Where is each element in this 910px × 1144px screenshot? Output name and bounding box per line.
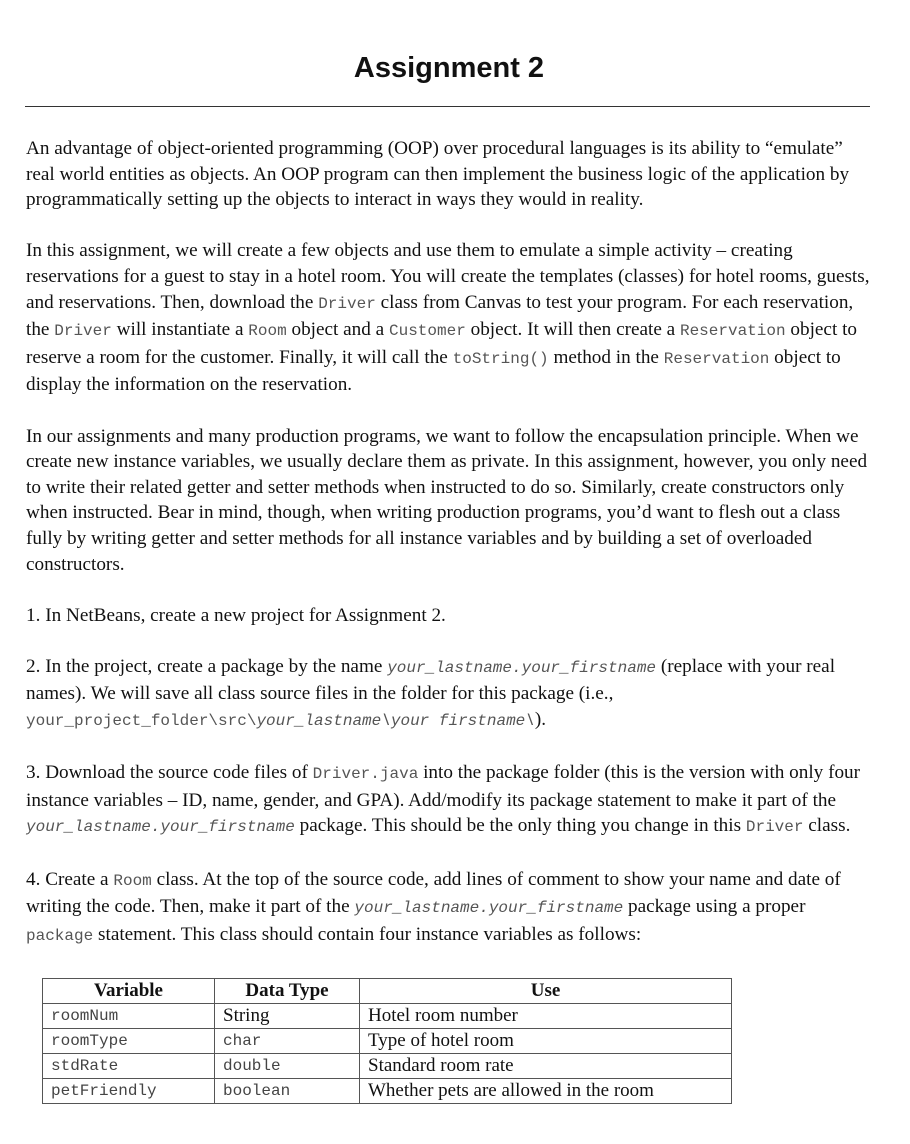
text-run: 4. Create a (26, 868, 114, 890)
cell-variable: roomType (43, 1029, 215, 1054)
text-run: method in the (548, 346, 664, 368)
code-customer: Customer (388, 322, 466, 341)
cell-variable: stdRate (43, 1054, 215, 1079)
header-variable: Variable (43, 979, 215, 1004)
table-row (43, 1029, 732, 1054)
code-package-name: your_lastname.your_firstname (387, 658, 657, 677)
code-driver-java: Driver.java (312, 765, 419, 784)
cell-data-type: String (215, 1004, 360, 1029)
cell-use: Type of hotel room (360, 1029, 732, 1054)
step-1: 1. In NetBeans, create a new project for Assignment 2. (26, 604, 446, 626)
code-package-name: your_lastname.your_firstname (354, 899, 624, 918)
text-run: into the package folder (this is the version with only four instance variables – ID, name, gender, and GPA). Add/modify its package statement to make it part of the (26, 762, 861, 811)
cell-use: Whether pets are allowed in the room (360, 1079, 732, 1104)
cell-data-type: double (215, 1054, 360, 1079)
text-run: statement. This class should contain four instance variables as follows: (93, 923, 642, 945)
text-run: ). (534, 709, 547, 731)
intro-paragraph-3: In our assignments and many production programs, we want to follow the encapsulation principle. When we create new instance variables, we usually declare them as private. In this assignment, however, you only need to write their related getter and setter methods when instructed to do so. Similarly, create constructors only when instructed. Bear in mind, though, when writing production programs, you’d want to flesh out a class fully by writing getter and setter methods for all instance variables and by building a set of overloaded constructors. (26, 425, 868, 575)
table-row (43, 1054, 732, 1079)
text-run: object. It will then create a (465, 319, 680, 341)
page-title: Assignment 2 (353, 52, 545, 84)
text-run: class. (803, 815, 851, 837)
text-run: object to display the information on the reservation. (26, 346, 841, 396)
code-room: Room (248, 322, 287, 341)
text-run: (replace with your real names). We will save all class source files in the folder for this package (i.e., (26, 655, 836, 705)
step-2 (26, 654, 876, 735)
text-run: 3. Download the source code files of (26, 762, 313, 784)
text-run: object and a (286, 319, 389, 341)
code-package-name: your_lastname.your_firstname (26, 818, 295, 837)
code-driver: Driver (54, 322, 112, 341)
code-project-folder: your_project_folder\src\ (26, 712, 257, 731)
code-driver: Driver (745, 818, 804, 837)
instance-variables-table (42, 978, 732, 1104)
text-run: package. This should be the only thing you change in this (294, 815, 746, 837)
assignment-body (26, 136, 876, 975)
code-package-keyword: package (26, 926, 94, 945)
table-row (43, 1004, 732, 1029)
code-tostring: toString() (452, 349, 549, 368)
text-run: package using a proper (623, 896, 806, 918)
text-run: object to reserve a room for the customer. Finally, it will call the (26, 319, 857, 368)
step-3 (26, 760, 876, 841)
cell-use: Hotel room number (360, 1004, 732, 1029)
intro-paragraph-1: An advantage of object-oriented programming (OOP) over procedural languages is its ability to “emulate” real world entities as objects. An OOP program can then implement the business logic of the application by programmatically setting up the objects to interact in ways they would in reality. (26, 138, 850, 211)
text-run: 2. In the project, create a package by the name (26, 655, 388, 677)
code-package-folder: your_lastname\your firstname\ (256, 712, 535, 731)
header-data-type: Data Type (215, 979, 360, 1004)
text-run: will instantiate a (111, 319, 249, 341)
code-driver: Driver (318, 294, 376, 313)
code-room: Room (113, 871, 152, 890)
title-divider (25, 106, 870, 107)
code-reservation: Reservation (679, 322, 786, 341)
text-run: In this assignment, we will create a few objects and use them to emulate a simple activity – creating reservations for a guest to stay in a hotel room. You will create the templates (classes) for hotel rooms, guests, and reservations. Then, download the (26, 240, 870, 313)
text-run: class from Canvas to test your program. For each reservation, the (26, 291, 854, 341)
cell-data-type: char (215, 1029, 360, 1054)
cell-data-type: boolean (215, 1079, 360, 1104)
intro-paragraph-2 (26, 238, 876, 398)
table-row (43, 1079, 732, 1104)
code-reservation: Reservation (663, 349, 770, 368)
cell-variable: roomNum (43, 1004, 215, 1029)
step-4 (26, 867, 876, 950)
cell-variable: petFriendly (43, 1079, 215, 1104)
text-run: class. At the top of the source code, add lines of comment to show your name and date of writing the code. Then, make it part of the (26, 868, 841, 918)
header-use: Use (360, 979, 732, 1004)
table-header-row (43, 979, 732, 1004)
cell-use: Standard room rate (360, 1054, 732, 1079)
